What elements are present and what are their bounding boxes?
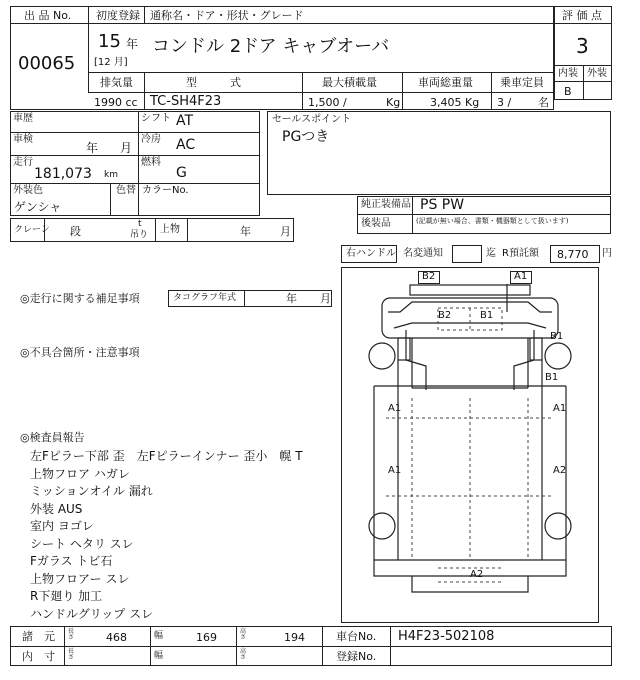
score-label: 評 価 点: [562, 9, 602, 22]
gross-weight-value: 3,405 Kg: [430, 96, 480, 109]
lot-label: 出 品 No.: [24, 9, 72, 22]
dimensions-label: 諸 元: [22, 630, 55, 643]
color-change-label: 色替: [116, 185, 136, 196]
damage-mark: A2: [470, 569, 484, 580]
defects-heading: ◎不具合箇所・注意事項: [20, 346, 140, 359]
height-value: 194: [284, 631, 305, 644]
length-value: 468: [106, 631, 127, 644]
exterior-color-value: ゲンシャ: [14, 200, 62, 214]
recycle-value: 8,770: [557, 248, 589, 261]
displacement-value: 1990 cc: [94, 96, 138, 109]
inspector-report-line: シート ヘタリ スレ: [30, 536, 134, 551]
gross-weight-label: 車両総重量: [418, 76, 473, 89]
interior-dimensions-label: 内 寸: [22, 650, 55, 663]
damage-mark: A1: [514, 271, 528, 282]
inspector-report-line: ハンドルグリップ スレ: [30, 606, 154, 621]
crane-label: クレーン: [14, 225, 50, 235]
fuel-value: G: [176, 165, 187, 181]
damage-mark: A1: [388, 403, 402, 414]
fuel-label: 燃料: [141, 157, 161, 168]
color-code-label: カラーNo.: [142, 185, 189, 196]
registration-number-label: 登録No.: [336, 650, 377, 663]
tacho-year-unit: 年: [286, 292, 297, 305]
first-registration-label: 初度登録: [96, 9, 140, 22]
damage-mark: B1: [545, 372, 559, 383]
inspector-report-line: 左Fピラー下部 歪 左Fピラーインナー 歪小 幌 T: [30, 449, 303, 463]
damage-mark: B1: [480, 310, 494, 321]
inspection-label: 車検: [13, 134, 33, 145]
mileage-unit: km: [104, 170, 118, 180]
valid-until-label: 迄: [486, 248, 496, 259]
damage-mark: A2: [553, 465, 567, 476]
recycle-unit: 円: [602, 248, 612, 259]
capacity-unit: 名: [538, 96, 549, 109]
displacement-label: 排気量: [100, 76, 133, 89]
interior-length-label: 長さ: [68, 648, 75, 661]
loading-year-unit: 年: [240, 225, 251, 238]
chassis-number-label: 車台No.: [336, 630, 377, 643]
model-description-label: 通称名・ドア・形状・グレード: [150, 9, 304, 22]
max-load-unit: Kg: [386, 96, 401, 109]
tacho-month-unit: 月: [320, 292, 331, 305]
recycle-label: R預託額: [502, 248, 539, 259]
aftermarket-note: (記載が無い場合、書類・機器類として扱います): [416, 217, 569, 225]
model-type-label: 型 式: [186, 76, 241, 89]
inspector-report-line: ミッションオイル 漏れ: [30, 484, 153, 498]
width-label: 幅: [154, 631, 164, 641]
handle-value: 右ハンドル: [346, 248, 396, 259]
tacho-label: タコグラフ年式: [173, 293, 237, 303]
inspector-report-line: 外装 AUS: [30, 501, 83, 516]
vehicle-diagram: [341, 267, 599, 623]
interior-grade-value: B: [564, 85, 572, 98]
exterior-color-label: 外装色: [13, 185, 43, 196]
damage-mark: B1: [550, 331, 564, 342]
inspector-report-line: 上物フロア ハガレ: [30, 466, 130, 481]
height-label: 高さ: [240, 628, 247, 641]
damage-mark: B2: [438, 310, 452, 321]
sales-point-label: セールスポイント: [272, 114, 352, 125]
loading-month-unit: 月: [280, 225, 291, 238]
crane-ton-unit: t: [138, 219, 142, 229]
running-notes-heading: ◎走行に関する補足事項: [20, 292, 140, 305]
shift-label: シフト: [141, 113, 171, 124]
inspection-year-unit: 年: [86, 141, 99, 155]
inspector-report-line: 室内 ヨゴレ: [30, 519, 94, 533]
chassis-number-value: H4F23-502108: [398, 629, 495, 644]
inspector-report-line: Fガラス トビ石: [30, 554, 113, 568]
inspection-month-unit: 月: [120, 141, 133, 155]
history-label: 車歴: [13, 113, 33, 124]
ac-value: AC: [176, 137, 196, 153]
crane-hoist-label: 吊り: [130, 230, 149, 240]
sales-point-value: PGつき: [282, 129, 330, 145]
aftermarket-label: 後装品: [361, 218, 391, 229]
crane-stage: 段: [70, 225, 81, 238]
loading-label: 上物: [160, 224, 180, 235]
max-load-label: 最大積載量: [322, 76, 377, 89]
inspector-report-line: R下廻り 加工: [30, 589, 103, 603]
mileage-label: 走行: [13, 157, 33, 168]
name-change-box: [452, 245, 482, 263]
damage-mark: A1: [388, 465, 402, 476]
equipment-label: 純正装備品: [361, 199, 411, 210]
score-value: 3: [576, 34, 589, 58]
model-type-value: TC-SH4F23: [150, 94, 222, 109]
equipment-value: PS PW: [420, 197, 465, 213]
capacity-value: 3 /: [497, 96, 512, 109]
inspector-report-heading: ◎検査員報告: [20, 431, 85, 444]
ac-label: 冷房: [141, 134, 161, 145]
exterior-grade-label: 外装: [587, 68, 607, 79]
registration-year-unit: 年: [126, 37, 139, 51]
capacity-label: 乗車定員: [500, 76, 544, 89]
inspector-report-line: 上物フロアー スレ: [30, 571, 130, 586]
interior-width-label: 幅: [154, 651, 164, 661]
interior-height-label: 高さ: [240, 648, 247, 661]
mileage-value: 181,073: [34, 166, 92, 182]
vehicle-name: コンドル 2ドア キャブオーバ: [152, 36, 390, 57]
damage-mark: A1: [553, 403, 567, 414]
registration-year: 15: [98, 31, 121, 52]
lot-number: 00065: [18, 53, 76, 74]
width-value: 169: [196, 631, 217, 644]
interior-grade-label: 内装: [558, 68, 578, 79]
name-change-label: 名変通知: [403, 248, 443, 259]
max-load-value: 1,500 /: [308, 96, 347, 109]
registration-month: [12 月]: [94, 57, 128, 68]
damage-mark: B2: [422, 271, 436, 282]
shift-value: AT: [176, 113, 194, 129]
crane-row: [10, 218, 294, 242]
length-label: 長さ: [68, 628, 75, 641]
